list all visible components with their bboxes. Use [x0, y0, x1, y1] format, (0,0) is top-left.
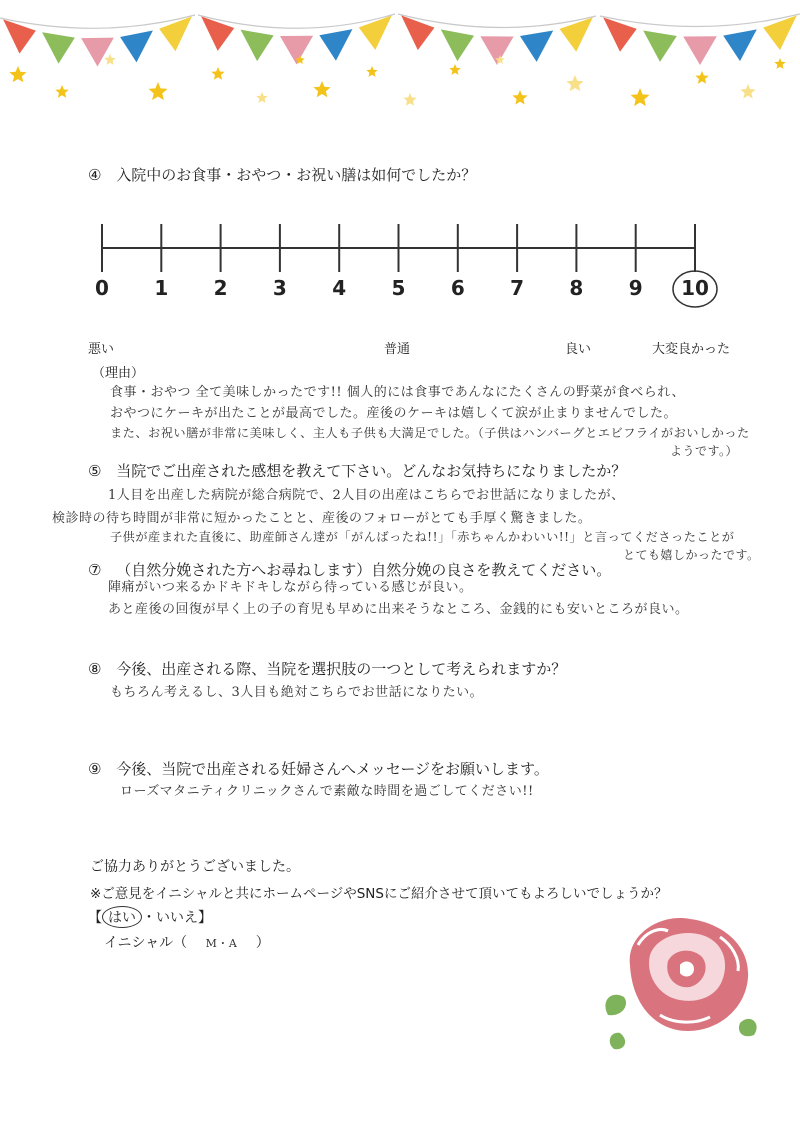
label-bad: 悪い — [88, 342, 115, 357]
initials-value: M・A — [205, 937, 238, 950]
rose-illustration — [590, 905, 770, 1055]
answer-line: もちろん考えるし、3人目も絶対こちらでお世話になりたい。 — [110, 685, 484, 700]
scale-tick-label[interactable]: 0 — [95, 276, 109, 300]
scale-tick-label[interactable]: 7 — [510, 276, 525, 300]
question-text: （自然分娩された方へお尋ねします）自然分娩の良さを教えてください。 — [116, 561, 612, 579]
scale-tick-label[interactable]: 3 — [272, 276, 287, 300]
answer-line: ローズマタニティクリニックさんで素敵な時間を過ごしてください!! — [120, 784, 534, 799]
star-icon — [403, 93, 416, 106]
initials-close: ） — [255, 935, 270, 951]
scale-tick-label[interactable]: 5 — [391, 276, 406, 300]
answer-line: 1人目を出産した病院が総合病院で、2人目の出産はこちらでお世話になりましたが、 — [108, 488, 625, 503]
scale-tick-label[interactable]: 4 — [332, 276, 347, 300]
question-number: ⑧ — [88, 660, 102, 678]
bunting-flag — [280, 36, 313, 65]
reason-label: （理由） — [92, 366, 145, 381]
bunting-flag — [520, 30, 553, 61]
answer-line: 検診時の待ち時間が非常に短かったことと、産後のフォローがとても手厚く驚きました。 — [52, 511, 592, 526]
star-icon — [512, 90, 527, 105]
scale-tick-label[interactable]: 2 — [213, 276, 228, 300]
label-very-good: 大変良かった — [652, 342, 731, 357]
star-icon — [631, 88, 650, 106]
reason-line: 食事・おやつ 全て美味しかったです!! 個人的には食事であんなにたくさんの野菜が食べられ、 — [110, 385, 685, 400]
bunting-flag — [723, 29, 757, 61]
scale-tick-label[interactable]: 10 — [681, 276, 709, 300]
question-4 — [88, 164, 476, 185]
bunting-flag — [683, 36, 717, 65]
question-number: ⑤ — [88, 462, 102, 480]
initials-label: イニシャル（ — [104, 935, 188, 951]
question-8 — [88, 658, 566, 679]
bunting-flag — [441, 29, 474, 61]
answer-line: あと産後の回復が早く上の子の育児も早めに出来そうなところ、金銭的にも安いところが良い。 — [108, 602, 689, 617]
bunting-flag — [643, 30, 677, 61]
bunting-flag — [120, 31, 153, 63]
question-text: 当院でご出産された感想を教えて下さい。どんなお気持ちになりましたか？ — [116, 462, 627, 480]
rating-scale — [80, 210, 730, 320]
question-number: ⑦ — [88, 561, 102, 579]
bunting-flag — [359, 15, 392, 50]
star-icon — [774, 58, 785, 69]
label-normal: 普通 — [384, 342, 411, 357]
initials-row — [104, 932, 270, 952]
bunting-flag — [3, 19, 36, 53]
bunting-banner — [0, 0, 800, 140]
star-icon — [740, 84, 755, 99]
label-good: 良い — [565, 342, 592, 357]
question-number: ⑨ — [88, 760, 102, 778]
bunting-flag — [42, 32, 75, 63]
star-icon — [449, 64, 460, 75]
question-5 — [88, 460, 626, 481]
question-9 — [88, 758, 549, 779]
scale-tick-label[interactable]: 6 — [450, 276, 465, 300]
consent-choice — [88, 906, 212, 928]
question-number: ④ — [88, 166, 102, 184]
rose-icon — [630, 918, 748, 1031]
reason-line: また、お祝い膳が非常に美味しく、主人も子供も大満足でした。（子供はハンバーグとエビフライがおいしかった — [110, 426, 750, 440]
answer-line: 子供が産まれた直後に、助産師さん達が「がんばったね!!」「赤ちゃんかわいい!!」と言ってくださったことが — [110, 530, 735, 544]
scale-tick-label[interactable]: 9 — [628, 276, 643, 300]
star-icon — [695, 71, 708, 84]
star-icon — [256, 92, 267, 103]
star-icon — [211, 67, 224, 80]
bracket-open: 【 — [88, 910, 102, 926]
question-text: 今後、当院で出産される妊婦さんへメッセージをお願いします。 — [116, 760, 549, 778]
consent-no-option[interactable]: いいえ — [156, 910, 198, 926]
consent-question: ※ご意見をイニシャルと共にホームページやSNSにご紹介させて頂いてもよろしいでしょうか？ — [90, 886, 668, 902]
bunting-flag — [603, 17, 637, 51]
star-icon — [313, 81, 330, 97]
star-icon — [366, 66, 377, 77]
bracket-close: 】 — [198, 910, 212, 926]
star-icon — [104, 54, 115, 65]
star-icon — [566, 75, 583, 91]
separator: ・ — [142, 910, 156, 926]
star-icon — [55, 85, 68, 98]
consent-yes-option[interactable]: はい — [102, 906, 142, 928]
question-text: 今後、出産される際、当院を選択肢の一つとして考えられますか？ — [116, 660, 567, 678]
reason-line: ようです。） — [670, 444, 739, 458]
bunting-flag — [319, 29, 352, 61]
bunting-flag — [480, 36, 513, 65]
scale-tick-label[interactable]: 8 — [569, 276, 584, 300]
scale-tick-label[interactable]: 1 — [154, 276, 169, 300]
question-text: 入院中のお食事・おやつ・お祝い膳は如何でしたか？ — [116, 166, 477, 184]
thanks-text: ご協力ありがとうございました。 — [90, 859, 300, 875]
answer-line: とても嬉しかったです。 — [623, 548, 760, 562]
bunting-flag — [241, 30, 274, 61]
star-icon — [149, 82, 168, 100]
answer-line: 陣痛がいつ来るかドキドキしながら待っている感じが良い。 — [108, 580, 473, 595]
reason-line: おやつにケーキが出たことが最高でした。産後のケーキは嬉しくて涙が止まりませんでした。 — [110, 406, 678, 421]
star-icon — [9, 66, 26, 82]
